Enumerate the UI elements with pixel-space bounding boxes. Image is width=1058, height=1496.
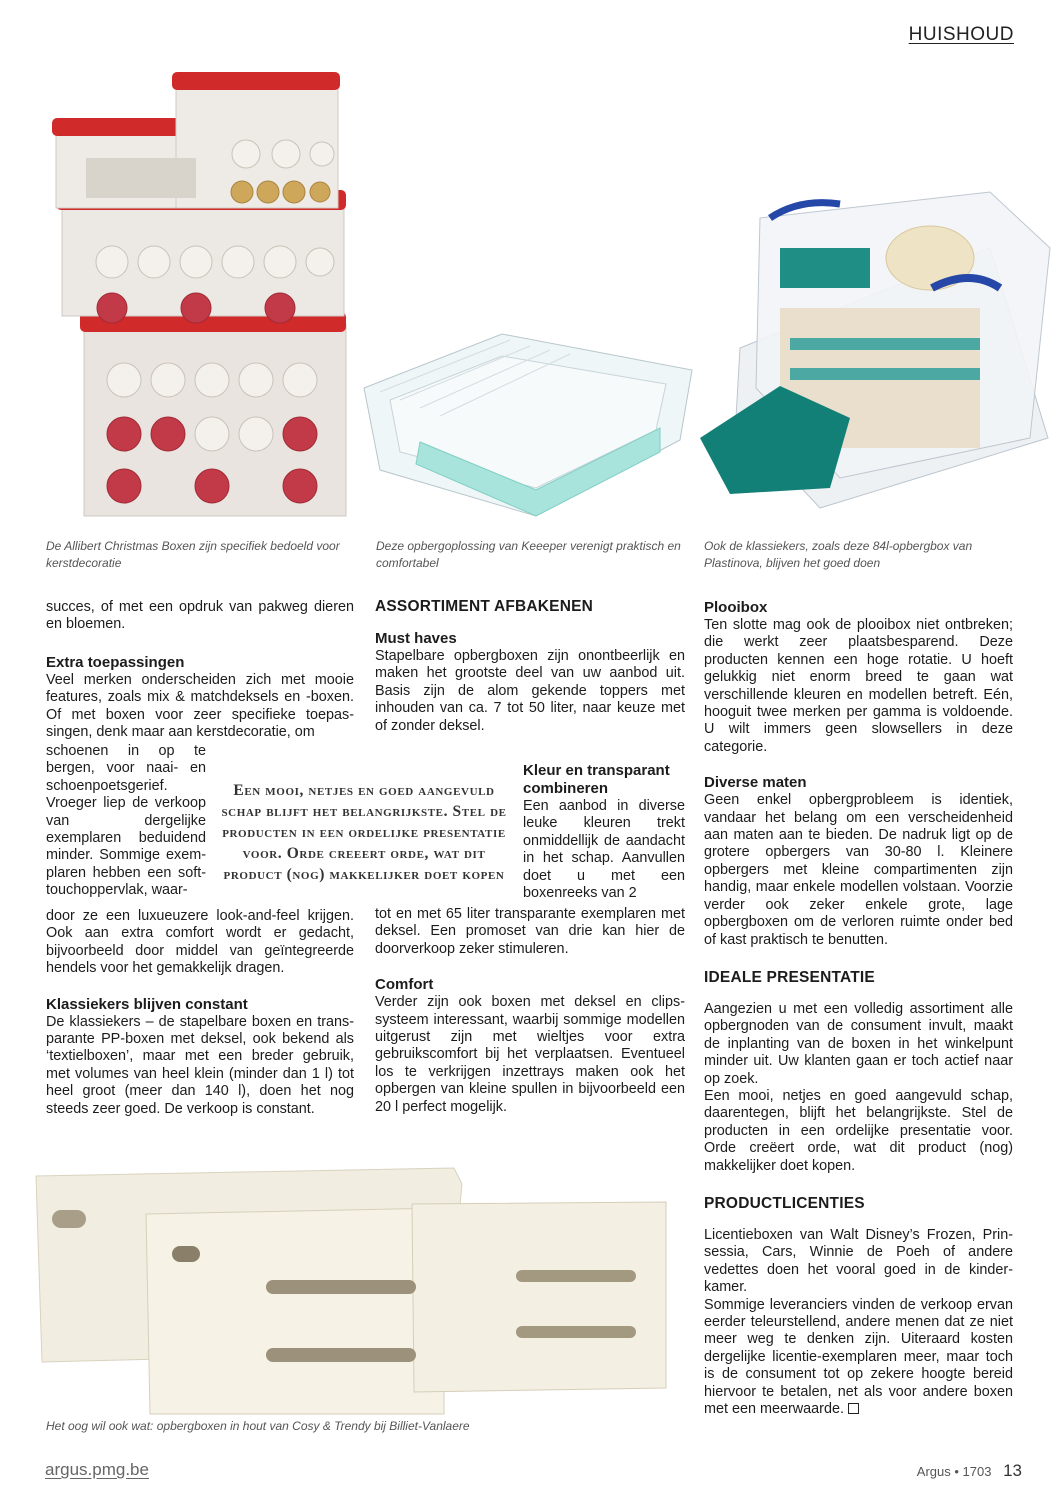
article-column-2-cont <box>375 906 685 1116</box>
section-header: HUISHOUD <box>908 24 1014 45</box>
paragraph-must-haves: Stapelbare opbergboxen zijn onontbeerlijk en maken het grootste deel van uw aanbod uit. Basis zijn de alom gekende toppers met inhouden van ca. 7 tot 50 liter, naar keuze met of zonder deksel. <box>375 648 685 734</box>
photo-plastinova-box <box>700 188 1052 514</box>
caption-wooden-crates: Het oog wil ook wat: opbergboxen in hout van Cosy & Trendy bij Billiet-Vanlaere <box>46 1419 470 1433</box>
article-column-1-wrap <box>46 743 206 900</box>
paragraph-extra-b: schoenen in op te bergen, voor naai- en schoenpoetsgerief. Vroeger liep de verkoop van dergelijke exemplaren beduidend minder. Sommige exem- plaren hebben een soft- touchoppervlak, waar- <box>46 743 206 899</box>
page-number: 13 <box>1003 1461 1022 1480</box>
paragraph-licentie-b: Sommige leveranciers vinden de verkoop ervan eerder teleurstellend, andere menen dat ze niet meer weg te denken zijn. Uiteraard kosten dergelijke licentie-exemplaren meer, maar toch is de consument tot op zekere hoogte bereid hiervoor te betalen, net als voor andere boxen met een meerwaarde. <box>704 1296 1013 1418</box>
caption-keeeper-tray: Deze opbergoplossing van Keeeper verenigt praktisch en comfortabel <box>376 539 681 570</box>
article-column-2-wrap <box>523 762 685 902</box>
subheading-extra-toepassingen: Extra toepassingen <box>46 653 185 671</box>
photo-keeeper-tray <box>360 330 695 520</box>
paragraph-klassiekers: De klassiekers – de stapelbare boxen en trans- parante PP-boxen met deksel, ook bekend als ‘textielboxen’, maar met een breder gebruik, met volumes van heel klein (minder dan 1 l) tot heel groot (meer dan 140 l), doen het nog steeds zeer goed. De verkoop is constant. <box>46 1013 354 1117</box>
heading-productlicenties: PRODUCTLICENTIES <box>704 1194 865 1212</box>
photo-wooden-crates <box>30 1162 670 1417</box>
footer-issue <box>917 1461 1022 1481</box>
paragraph-ideale-b: Een mooi, netjes en goed aangevuld schap, daarentegen, blijft het belangrijkste. Stel de producten in een ordelijke presentatie voor. Orde creëert orde, wat dit product (nog) makkelijker doet kopen. <box>704 1087 1013 1174</box>
paragraph-kleur-b: tot en met 65 liter transparante exemplaren met deksel. Een promoset van drie kan hier de doorverkoop zeker stimuleren. <box>375 906 685 957</box>
subheading-must-haves: Must haves <box>375 630 457 647</box>
paragraph-plooibox: Ten slotte mag ook de plooibox niet ontbreken; die werkt zeer plaatsbesparend. Deze producten kennen een hoge rotatie. U hoeft gelukkig niet enorm breed te gaan wat verschillende kleuren en modellen betreft. Eén, hooguit twee merken per gamma is voldoende. U wilt immers geen slowsellers in deze categorie. <box>704 617 1013 755</box>
footer-issue-label: Argus • 1703 <box>916 1464 992 1479</box>
subheading-klassiekers: Klassiekers blijven constant <box>46 995 248 1013</box>
heading-assortiment: ASSORTIMENT AFBAKENEN <box>375 598 594 615</box>
heading-ideale-presentatie: IDEALE PRESENTATIE <box>704 968 875 986</box>
paragraph-extra-c: door ze een luxueuzere look-and-feel krijgen. Ook aan extra comfort wordt er gedacht, bijvoorbeeld door middel van geïntegreerde hendels voor het gemakkelijk dragen. <box>46 908 354 977</box>
photo-christmas-boxes <box>46 62 352 524</box>
article-column-3 <box>704 599 1013 1418</box>
article-column-1 <box>46 599 354 741</box>
subheading-kleur: Kleur en transparant combineren <box>523 762 670 797</box>
subheading-plooibox: Plooibox <box>704 599 768 616</box>
paragraph-intro: succes, of met een opdruk van pakweg dieren en bloemen. <box>46 599 354 633</box>
paragraph-licentie-b-wrap <box>704 1297 1013 1419</box>
subheading-comfort: Comfort <box>375 976 434 994</box>
paragraph-comfort: Verder zijn ook boxen met deksel en clips- systeem interessant, waarbij sommige modellen uitgerust zijn met wieltjes voor extra gebruikscomfort bij het verplaatsen. Eventueel los te verkrijgen inzettrays maken ook het opbergen van kleine spullen in bijvoorbeeld een 20 l perfect mogelijk. <box>375 994 685 1115</box>
paragraph-ideale-a: Aangezien u met een volledig assortiment alle opbergnoden van de consument invult, maakt de inplanting van de boxen in het winkelpunt minder uit. Uw klanten gaan er toch actief naar op zoek. <box>704 1000 1013 1087</box>
caption-christmas-boxes: De Allibert Christmas Boxen zijn specifiek bedoeld voor kerstdecoratie <box>46 539 340 570</box>
paragraph-diverse-maten: Geen enkel opbergprobleem is identiek, vandaar het belang om een verscheidenheid aan maten aan te bieden. De nadruk ligt op de grotere opbergers van 30-80 l. Kleinere opbergers met kleine compartimenten zijn handig, maar enkele modellen volstaan. Voorzie verder ook zeker enkele grote, lage opbergboxen om de verloren ruimte onder bed of kast praktisch te benutten. <box>704 792 1013 948</box>
subheading-diverse-maten: Diverse maten <box>704 774 807 792</box>
paragraph-kleur-a: Een aanbod in diverse leuke kleuren trekt onmiddellijk de aandacht in het schap. Aanvullen doet u met een boxenreeks van 2 <box>523 798 685 902</box>
caption-plastinova-box: Ook de klassiekers, zoals deze 84l-opbergbox van Plastinova, blijven het goed doen <box>704 539 973 570</box>
article-column-2 <box>375 598 685 735</box>
paragraph-licentie-a: Licentieboxen van Walt Disney’s Frozen, Prin- sessia, Cars, Winnie de Poeh of andere vedettes doen het vooral goed in de kinder- kamer. <box>704 1226 1013 1296</box>
article-column-1-cont <box>46 908 354 1118</box>
end-mark-icon <box>848 1403 859 1414</box>
paragraph-extra-a: Veel merken onderscheiden zich met mooie features, zoals mix & matchdeksels en -boxen. Of met boxen voor zeer specifieke toepas- singen, denk maar aan kerstdecoratie, om <box>46 671 354 741</box>
pull-quote: Een mooi, netjes en goed aangevuld schap blijft het belangrijkste. Stel de producten in een ordelijke presentatie voor. Orde creeert orde, wat dit product (nog) makkelijker doet kopen <box>221 782 507 883</box>
footer-website-link[interactable]: argus.pmg.be <box>45 1460 149 1479</box>
